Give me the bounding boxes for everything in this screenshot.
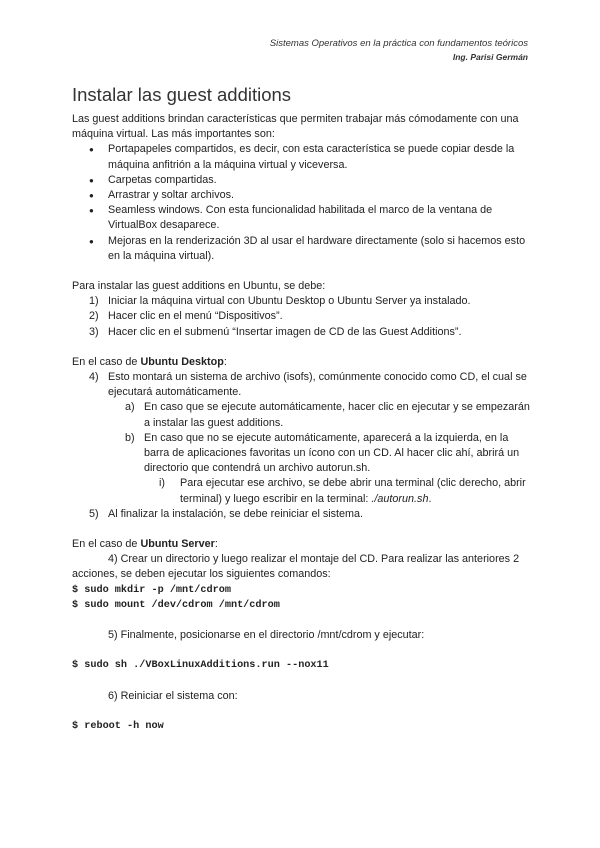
server-step-5: 5) Finalmente, posicionarse en el directorio /mnt/cdrom y ejecutar: xyxy=(108,629,425,642)
desktop-heading: En el caso de Ubuntu Desktop: xyxy=(72,355,227,368)
command-line: $ sudo sh ./VBoxLinuxAdditions.run --nox11 xyxy=(72,660,329,672)
step-text: En caso que se ejecute automáticamente, hacer clic en ejecutar y se empezarán a instalar las guest additions. xyxy=(144,401,530,429)
list-item: ● Carpetas compartidas. xyxy=(72,173,532,188)
step-marker: b) xyxy=(125,431,135,444)
list-item xyxy=(72,294,532,309)
author-name: Ing. Parisi Germán xyxy=(452,51,528,62)
steps-list xyxy=(72,294,532,340)
section-title: Instalar las guest additions xyxy=(72,84,292,105)
step-text: Esto montará un sistema de archivo (isofs), comúnmente conocido como CD, el cual se ejecutará automáticamente. xyxy=(108,371,527,399)
intro-paragraph: Las guest additions brindan características que permiten trabajar más cómodamente con una máquina virtual. Las más importantes son: xyxy=(72,113,519,141)
step-marker: i) xyxy=(159,477,165,490)
list-item: i) Para ejecutar ese archivo, se debe abrir una terminal (clic derecho, abrir terminal) y luego escribir en la terminal: ./autorun.sh. xyxy=(159,477,526,505)
step-text: Al finalizar la instalación, se debe reiniciar el sistema. xyxy=(108,507,364,520)
autorun-command: ./autorun.sh xyxy=(371,492,429,505)
desktop-name: Ubuntu Desktop xyxy=(140,355,224,368)
document-body xyxy=(72,112,532,734)
step-marker: a) xyxy=(125,401,135,414)
list-item: ● Arrastrar y soltar archivos. xyxy=(72,188,532,203)
step-text: Iniciar la máquina virtual con Ubuntu Desktop o Ubuntu Server ya instalado. xyxy=(108,295,471,308)
command-line: $ sudo mkdir -p /mnt/cdrom xyxy=(72,584,231,596)
step-marker: 2) xyxy=(89,310,99,323)
features-list xyxy=(72,142,532,264)
command-line: $ reboot -h now xyxy=(72,720,164,732)
list-item: ● Seamless windows. Con esta funcionalidad habilitada el marco de la ventana de VirtualBox desaparece. xyxy=(72,203,532,233)
step-marker: 3) xyxy=(89,325,99,338)
server-step-6: 6) Reiniciar el sistema con: xyxy=(108,689,238,702)
step-text: Hacer clic en el menú “Dispositivos”. xyxy=(108,310,283,323)
step-text: Para ejecutar ese archivo, se debe abrir una terminal (clic derecho, abrir terminal) y luego escribir en la terminal: xyxy=(180,477,526,505)
step-text: En caso que no se ejecute automáticamente, aparecerá a la izquierda, en la barra de aplicaciones favoritas un ícono con un CD. Al hacer clic ahí, abrirá un directorio que contendrá un archivo autorun.sh. xyxy=(144,431,520,475)
list-item xyxy=(72,370,532,400)
step-marker: 1) xyxy=(89,295,99,308)
server-step-4: 4) Crear un directorio y luego realizar el montaje del CD. Para realizar las anteriores 2 acciones, se deben ejecutar los siguientes comandos: xyxy=(72,553,520,581)
list-item xyxy=(72,325,532,340)
list-item xyxy=(72,309,532,324)
list-item xyxy=(72,400,532,430)
list-item: ● Mejoras en la renderización 3D al usar el hardware directamente (solo si hacemos esto en la máquina virtual). xyxy=(72,234,532,264)
server-heading: En el caso de Ubuntu Server: xyxy=(72,538,218,551)
list-item: ● Portapapeles compartidos, es decir, con esta característica se puede copiar desde la máquina anfitrión a la máquina virtual y viceversa. xyxy=(72,142,532,172)
list-item xyxy=(72,431,532,477)
step-marker: 5) xyxy=(89,507,99,520)
list-item xyxy=(72,507,532,522)
ubuntu-intro: Para instalar las guest additions en Ubuntu, se debe: xyxy=(72,280,326,293)
command-line: $ sudo mount /dev/cdrom /mnt/cdrom xyxy=(72,599,280,611)
step-text: Hacer clic en el submenú “Insertar imagen de CD de las Guest Additions”. xyxy=(108,325,462,338)
server-name: Ubuntu Server xyxy=(140,538,215,551)
course-title: Sistemas Operativos en la práctica con fundamentos teóricos xyxy=(269,38,528,49)
step-marker: 4) xyxy=(89,371,99,384)
page-header xyxy=(270,38,528,63)
